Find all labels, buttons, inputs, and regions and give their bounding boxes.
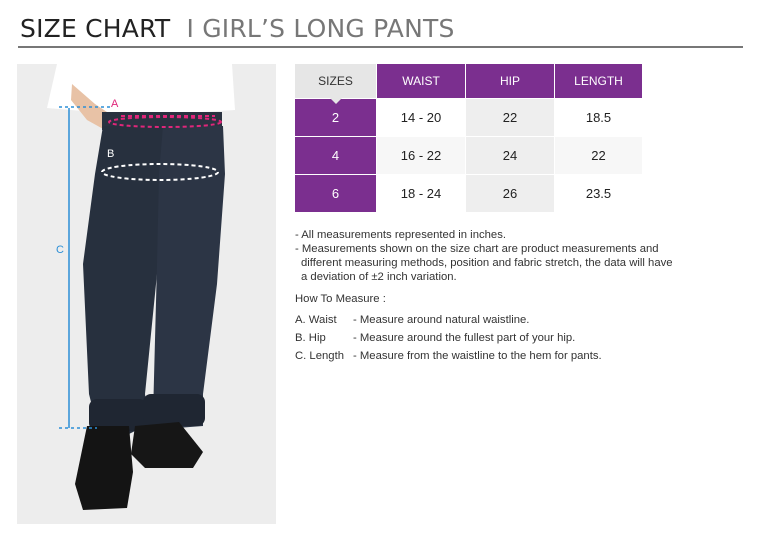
- cell-size: 4: [295, 137, 377, 175]
- measure-text: - Measure from the waistline to the hem for pants.: [353, 350, 602, 362]
- table-row: [295, 175, 643, 213]
- how-to-heading: How To Measure :: [295, 293, 386, 305]
- size-table: [295, 64, 643, 212]
- table-row: [295, 137, 643, 175]
- note-line: a deviation of ±2 inch variation.: [301, 271, 457, 283]
- pants-illustration: [17, 64, 276, 524]
- list-item: [295, 329, 602, 347]
- right-cuff: [143, 394, 205, 426]
- cell-length: 18.5: [555, 99, 643, 137]
- measure-key: A. Waist: [295, 314, 337, 326]
- header-sizes: SIZES: [295, 64, 377, 99]
- cell-waist: 14 - 20: [377, 99, 466, 137]
- label-c: C: [56, 244, 64, 256]
- cell-size: 6: [295, 175, 377, 213]
- title-subtitle: GIRL’S LONG PANTS: [202, 14, 455, 43]
- cell-size: 2: [295, 99, 377, 137]
- right-shoe: [131, 422, 203, 468]
- page-title: [20, 14, 455, 43]
- list-item: [295, 311, 602, 329]
- cell-waist: 16 - 22: [377, 137, 466, 175]
- cell-hip: 26: [466, 175, 555, 213]
- note-line: - Measurements shown on the size chart are product measurements and: [295, 243, 659, 255]
- header-waist: WAIST: [377, 64, 466, 99]
- measurement-notes: [295, 228, 715, 284]
- measure-key: B. Hip: [295, 332, 326, 344]
- table-row: [295, 99, 643, 137]
- right-leg: [153, 126, 225, 428]
- list-item: [295, 347, 602, 365]
- left-shoe: [75, 426, 133, 510]
- cell-length: 22: [555, 137, 643, 175]
- title-main: SIZE CHART: [20, 14, 171, 43]
- header-length: LENGTH: [555, 64, 643, 99]
- cell-waist: 18 - 24: [377, 175, 466, 213]
- cell-length: 23.5: [555, 175, 643, 213]
- label-a: A: [111, 98, 119, 110]
- table-header-row: [295, 64, 643, 99]
- measure-text: - Measure around the fullest part of your hip.: [353, 332, 576, 344]
- label-b: B: [107, 148, 115, 160]
- note-line: - All measurements represented in inches.: [295, 229, 506, 241]
- note-line: different measuring methods, position and fabric stretch, the data will have: [301, 257, 673, 269]
- title-separator: I: [186, 14, 195, 43]
- title-divider: [18, 46, 743, 48]
- cell-hip: 24: [466, 137, 555, 175]
- cell-hip: 22: [466, 99, 555, 137]
- measure-key: C. Length: [295, 350, 344, 362]
- product-photo: [17, 64, 276, 524]
- measure-text: - Measure around natural waistline.: [353, 314, 530, 326]
- header-hip: HIP: [466, 64, 555, 99]
- how-to-measure: [295, 293, 602, 365]
